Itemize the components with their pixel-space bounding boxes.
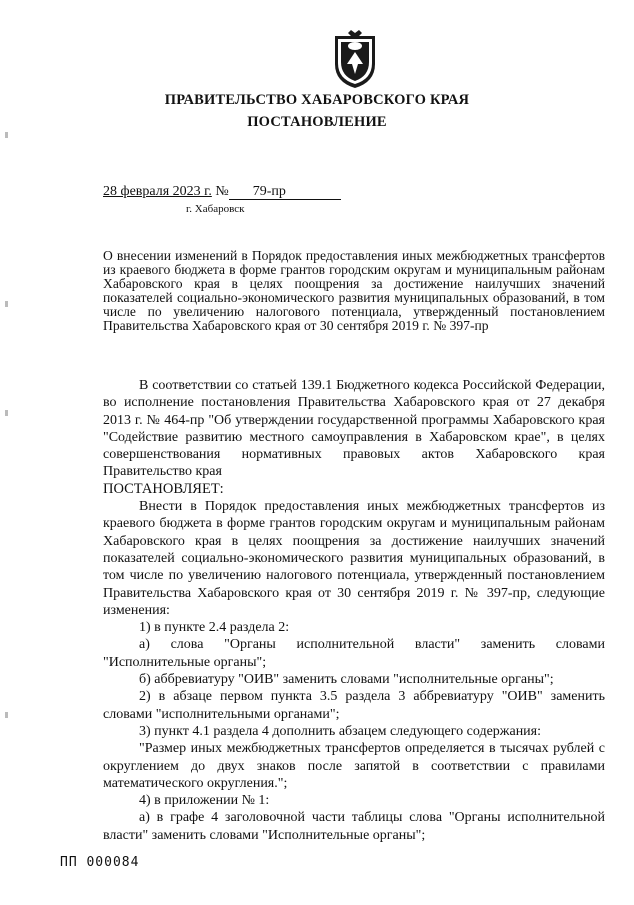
government-title: ПРАВИТЕЛЬСТВО ХАБАРОВСКОГО КРАЯ [164,92,470,108]
coat-of-arms-emblem [331,30,379,90]
number-sign: № [215,184,229,199]
scan-mark [5,410,8,416]
document-subject: О внесении изменений в Порядок предоставления иных межбюджетных трансфертов из краевого бюджета в форме грантов городским округам и муниципальным районам Хабаровского края в целях поощрения за достижение наилучших значений показателей социально-экономического развития муниципальных образований, в том числе по увеличению налогового потенциала, утвержденный постановлением Правительства Хабаровского края от 30 сентября 2019 г. № 397-пр [103,248,605,333]
form-code: ПП 000084 [60,855,140,870]
body-paragraph: 4) в приложении № 1: [139,793,270,809]
scan-mark [5,712,8,718]
body-paragraph: 1) в пункте 2.4 раздела 2: [139,620,290,636]
body-paragraph: Внести в Порядок предоставления иных межбюджетных трансфертов из краевого бюджета в форме грантов городским округам и муниципальным районам Хабаровского края в целях поощрения за достижение наилучших значений показателей социально-экономического развития муниципальных образований, в том числе по увеличению налогового потенциала, утвержденный постановлением Правительства Хабаровского края от 30 сентября 2019 г. № 397-пр, следующие изменения: [103,499,605,618]
document-body [103,377,605,844]
document-date: 28 февраля 2023 г. [103,184,212,199]
preamble: В соответствии со статьей 139.1 Бюджетного кодекса Российской Федерации, во исполнение постановления Правительства Хабаровского края от 27 декабря 2013 г. № 464-пр "Об утверждении государственной программы Хабаровского края "Содействие развитию местного самоуправления в Хабаровском крае", в целях совершенствования нормативных правовых актов Хабаровского края Правительство края [103,378,605,480]
document-date-number [103,184,341,200]
body-paragraph: 3) пункт 4.1 раздела 4 дополнить абзацем следующего содержания: [139,723,542,739]
body-paragraph: а) слова "Органы исполнительной власти" заменить словами "Исполнительные органы"; [103,637,605,670]
scan-mark [5,301,8,307]
scan-mark [5,132,8,138]
document-type: ПОСТАНОВЛЕНИЕ [247,114,387,130]
body-paragraph: 2) в абзаце первом пункта 3.5 раздела 3 аббревиатуру "ОИВ" заменить словами "исполнительными органами"; [103,689,605,722]
body-paragraph: "Размер иных межбюджетных трансфертов определяется в тысячах рублей с округлением до двух знаков после запятой в соответствии с правилами математического округления."; [103,741,605,791]
body-paragraph: б) аббревиатуру "ОИВ" заменить словами "исполнительные органы"; [139,672,554,688]
body-paragraph: а) в графе 4 заголовочной части таблицы слова "Органы исполнительной власти" заменить словами "Исполнительные органы"; [103,810,605,843]
document-city: г. Хабаровск [186,203,245,215]
decree-word: ПОСТАНОВЛЯЕТ: [103,480,224,497]
document-number: 79-пр [229,184,341,200]
